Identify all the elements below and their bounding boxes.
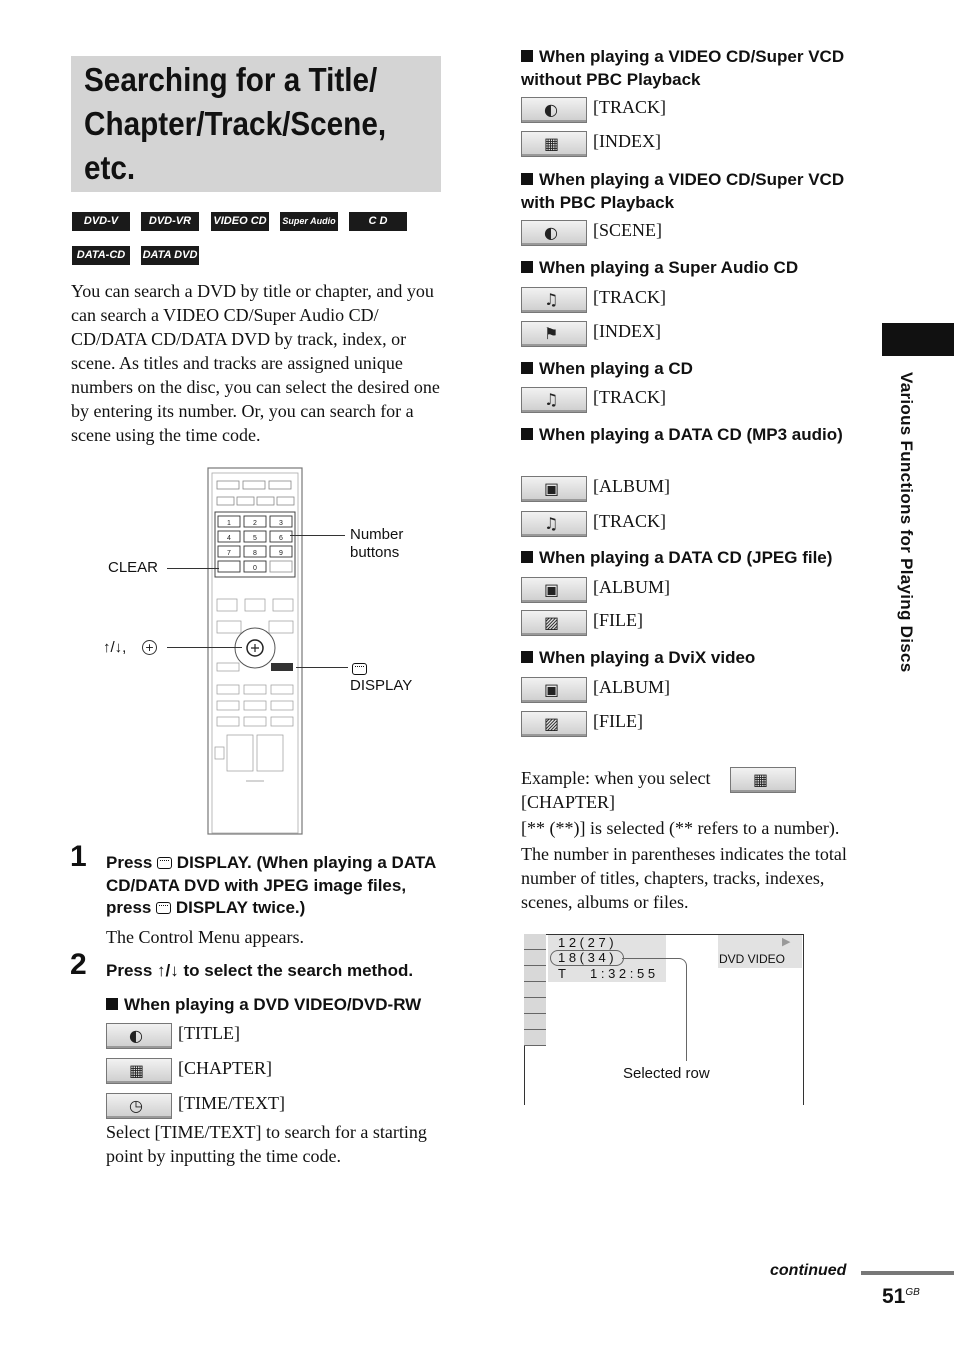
option-label: [FILE] bbox=[593, 610, 643, 630]
music-note-icon: ♫ bbox=[521, 387, 587, 413]
screen-row-2: 1 8 ( 3 4 ) bbox=[558, 950, 614, 965]
enter-circle-icon: + bbox=[142, 640, 157, 655]
album-icon: ▣ bbox=[521, 677, 587, 703]
step-2-number: 2 bbox=[70, 948, 87, 981]
example-selected: [** (**)] is selected (** refers to a number). bbox=[521, 818, 840, 838]
title-line: Chapter/Track/Scene, bbox=[84, 105, 387, 142]
continued-rule bbox=[861, 1271, 954, 1275]
mode-label: DVD VIDEO bbox=[719, 952, 786, 966]
option-label: [TRACK] bbox=[593, 511, 666, 531]
display-label: DISPLAY bbox=[350, 677, 413, 694]
screen-row-3-prefix: T bbox=[558, 966, 566, 981]
album-icon: ▣ bbox=[521, 577, 587, 603]
section-side-label: Various Functions for Playing Discs bbox=[897, 372, 916, 673]
option-label: [INDEX] bbox=[593, 131, 661, 151]
key-2: 2 bbox=[253, 520, 257, 527]
option-label: [ALBUM] bbox=[593, 476, 670, 496]
step-1-text-2: DISPLAY twice.) bbox=[175, 898, 306, 917]
badge-cd: C D bbox=[349, 212, 407, 231]
option-label: [TITLE] bbox=[178, 1023, 240, 1043]
badge-super-audio-cd: Super Audio CD bbox=[280, 212, 338, 231]
key-4: 4 bbox=[227, 535, 231, 542]
clear-label: CLEAR bbox=[108, 559, 159, 576]
example-explain: The number in parentheses indicates the total number of titles, chapters, tracks, indexes, scenes, albums or files. bbox=[521, 844, 847, 912]
option-label: [ALBUM] bbox=[593, 677, 670, 697]
group-head-data-cd-mp3: When playing a DATA CD (MP3 audio) bbox=[521, 424, 851, 447]
number-leader-line bbox=[290, 535, 345, 536]
badge-data-cd: DATA-CD bbox=[72, 246, 130, 265]
music-note-icon: ♫ bbox=[521, 287, 587, 313]
badge-data-dvd: DATA DVD bbox=[141, 246, 199, 265]
page-suffix: GB bbox=[905, 1287, 920, 1298]
picture-file-icon: ▨ bbox=[521, 610, 587, 636]
continued-label: continued bbox=[770, 1262, 847, 1279]
play-icon: ▶ bbox=[782, 936, 791, 948]
selected-row-label: Selected row bbox=[623, 1065, 710, 1082]
display-icon bbox=[156, 902, 171, 914]
side-tab bbox=[882, 323, 954, 356]
key-5: 5 bbox=[253, 535, 257, 542]
option-label: [TRACK] bbox=[593, 287, 666, 307]
group-head-sacd: When playing a Super Audio CD bbox=[521, 257, 851, 280]
option-label: [TRACK] bbox=[593, 97, 666, 117]
step-1-result: The Control Menu appears. bbox=[106, 927, 304, 947]
key-3: 3 bbox=[279, 520, 283, 527]
key-0: 0 bbox=[253, 565, 257, 572]
key-6: 6 bbox=[279, 535, 283, 542]
key-1: 1 bbox=[227, 520, 231, 527]
chapter-clapper-icon: ▦ bbox=[730, 767, 796, 793]
screen-row-1: 1 2 ( 2 7 ) bbox=[558, 935, 614, 950]
remote-control-illustration bbox=[150, 465, 310, 835]
option-label: [INDEX] bbox=[593, 321, 661, 341]
example-chapter: [CHAPTER] bbox=[521, 792, 615, 812]
step-2-instruction: Press ↑/↓ to select the search method. bbox=[106, 961, 414, 980]
page-title bbox=[84, 58, 399, 190]
music-note-icon: ♫ bbox=[521, 511, 587, 537]
group-head-divx: When playing a DviX video bbox=[521, 647, 851, 670]
track-disc-icon: ◐ bbox=[521, 97, 587, 123]
picture-file-icon: ▨ bbox=[521, 711, 587, 737]
clear-leader-line bbox=[167, 568, 219, 569]
arrows-label: ↑/↓, bbox=[103, 639, 127, 656]
step-1-press: Press bbox=[106, 853, 153, 872]
selected-row-leader bbox=[622, 958, 687, 1061]
page-number: $51^{GB}$ bbox=[882, 1285, 920, 1308]
key-7: 7 bbox=[227, 550, 231, 557]
option-label: [TRACK] bbox=[593, 387, 666, 407]
display-icon bbox=[157, 857, 172, 869]
option-label: [CHAPTER] bbox=[178, 1058, 272, 1078]
badge-video-cd: VIDEO CD bbox=[211, 212, 269, 231]
time-text-note: Select [TIME/TEXT] to search for a starting point by inputting the time code. bbox=[106, 1122, 427, 1166]
option-label: [TIME/TEXT] bbox=[178, 1093, 285, 1113]
key-9: 9 bbox=[279, 550, 283, 557]
title-line: etc. bbox=[84, 149, 136, 186]
step-1-number: 1 bbox=[70, 840, 87, 873]
group-head-data-cd-jpeg: When playing a DATA CD (JPEG file) bbox=[521, 547, 861, 570]
group-head-vcd-pbc: When playing a VIDEO CD/Super VCD with PBC Playback bbox=[521, 170, 845, 212]
badge-dvd-v: DVD-V bbox=[72, 212, 130, 231]
display-leader-line bbox=[296, 667, 348, 668]
intro-paragraph: You can search a DVD by title or chapter, and you can search a VIDEO CD/Super Audio CD/ CD/DATA CD/DATA DVD by track, index, or scene. As titles and tracks are assigned unique numbers on the disc, you can select the desired one by entering its number. Or, you can search for a scene using the time code. bbox=[71, 281, 440, 445]
option-label: [FILE] bbox=[593, 711, 643, 731]
arrows-leader-line bbox=[167, 647, 242, 648]
number-buttons-label: Number buttons bbox=[350, 526, 404, 561]
group-head-cd: When playing a CD bbox=[521, 358, 851, 381]
index-clapper-icon: ▦ bbox=[521, 131, 587, 157]
menu-icon-column bbox=[524, 934, 546, 1042]
scene-disc-icon: ◐ bbox=[521, 220, 587, 246]
badge-dvd-vr: DVD-VR bbox=[141, 212, 199, 231]
example-prefix: Example: when you select bbox=[521, 768, 711, 788]
option-label: [ALBUM] bbox=[593, 577, 670, 597]
screen-row-3-time: 1 : 3 2 : 5 5 bbox=[590, 966, 656, 981]
title-line: Searching for a Title/ bbox=[84, 61, 378, 98]
flag-icon: ⚑ bbox=[521, 321, 587, 347]
chapter-clapper-icon: ▦ bbox=[106, 1058, 172, 1084]
key-8: 8 bbox=[253, 550, 257, 557]
group-head-vcd-no-pbc: When playing a VIDEO CD/Super VCD without PBC Playback bbox=[521, 47, 845, 89]
time-text-icon: ◷ bbox=[106, 1093, 172, 1119]
option-label: [SCENE] bbox=[593, 220, 662, 240]
title-disc-icon: ◐ bbox=[106, 1023, 172, 1049]
album-icon: ▣ bbox=[521, 476, 587, 502]
step-1-text: DISPLAY. (When playing a DATA CD/DATA DVD with JPEG image files, press bbox=[106, 853, 436, 917]
step-1-instruction bbox=[106, 852, 446, 920]
group-head-dvd-video: When playing a DVD VIDEO/DVD-RW bbox=[106, 994, 451, 1017]
